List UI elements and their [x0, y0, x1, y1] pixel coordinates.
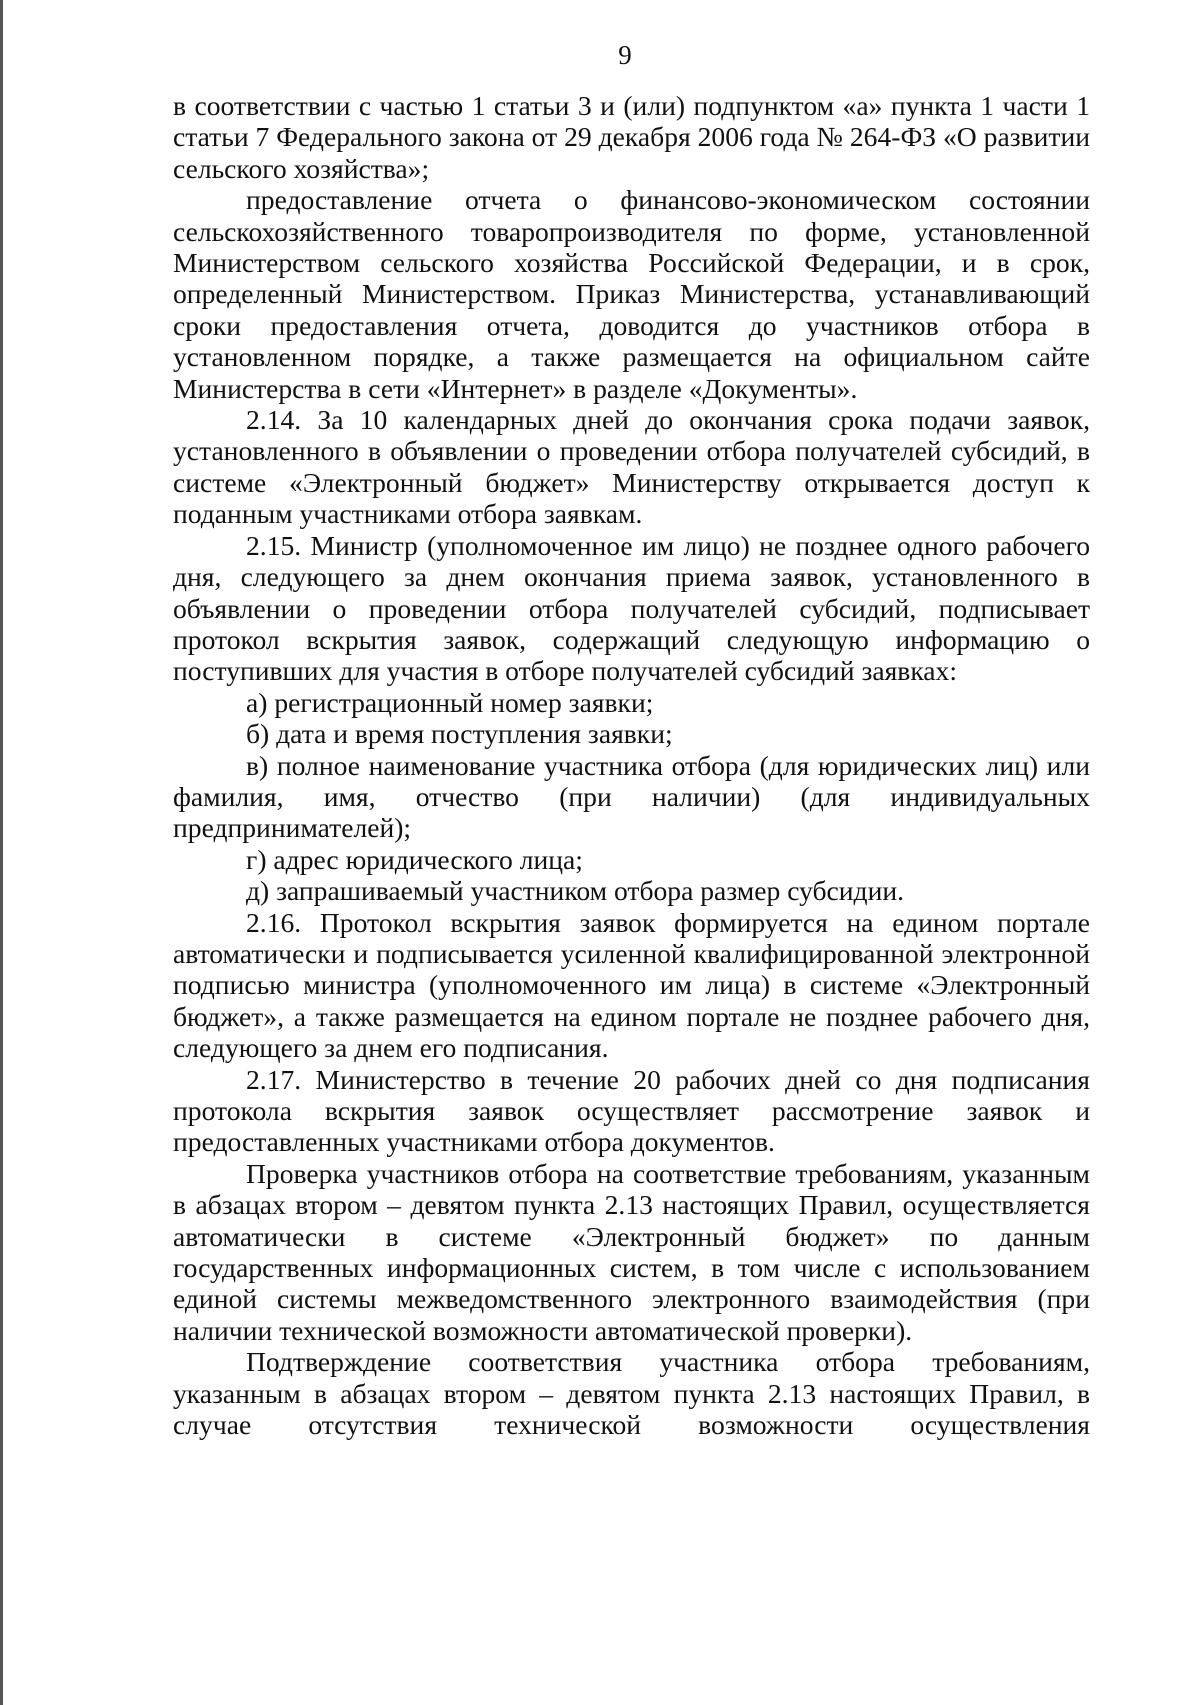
list-item-d: д) запрашиваемый участником отбора размер субсидии.: [246, 875, 905, 907]
list-item-v: в) полное наименование участника отбора (для юридических лиц) или фамилия, имя, отчество (при наличии) (для индивидуальных предпринимателей);: [173, 749, 1090, 844]
document-body: [173, 90, 1090, 1440]
page-number: 9: [618, 40, 632, 70]
paragraph-continuation: в соответствии с частью 1 статьи 3 и (или) подпунктом «а» пункта 1 части 1 статьи 7 Федерального закона от 29 декабря 2006 года № 264-ФЗ «О развитии сельского хозяйства»;: [173, 90, 1090, 184]
paragraph-2-16: 2.16. Протокол вскрытия заявок формируется на едином портале автоматически и подписывается усиленной квалифицированной электронной подписью министра (уполномоченного им лица) в системе «Электронный бюджет», а также размещается на едином портале не позднее рабочего дня, следующего за днем его подписания.: [173, 906, 1090, 1064]
list-item-a: а) регистрационный номер заявки;: [246, 686, 654, 718]
paragraph-2-17: 2.17. Министерство в течение 20 рабочих дней со дня подписания протокола вскрытия заявок осуществляет рассмотрение заявок и предоставленных участниками отбора документов.: [173, 1063, 1090, 1158]
paragraph-2-15: 2.15. Министр (уполномоченное им лицо) не позднее одного рабочего дня, следующего за днем окончания приема заявок, установленного в объявлении о проведении отбора получателей субсидий, подписывает протокол вскрытия заявок, содержащий следующую информацию о поступивших для участия в отборе получателей субсидий заявках:: [173, 529, 1090, 687]
scan-edge: [0, 0, 3, 1705]
paragraph-financial-report: предоставление отчета о финансово-экономическом состоянии сельскохозяйственного товаропроизводителя по форме, установленной Министерством сельского хозяйства Российской Федерации, и в срок, определенный Министерством. Приказ Министерства, устанавливающий сроки предоставления отчета, доводится до участников отбора в установленном порядке, а также размещается на официальном сайте Министерства в сети «Интернет» в разделе «Документы».: [173, 184, 1090, 404]
paragraph-2-14: 2.14. За 10 календарных дней до окончания срока подачи заявок, установленного в объявлении о проведении отбора получателей субсидий, в системе «Электронный бюджет» Министерству открывается доступ к поданным участниками отбора заявкам.: [173, 404, 1090, 530]
list-item-g: г) адрес юридического лица;: [246, 843, 583, 875]
paragraph-verification: Проверка участников отбора на соответствие требованиям, указанным в абзацах втором – девятом пункта 2.13 настоящих Правил, осуществляется автоматически в системе «Электронный бюджет» по данным государственных информационных систем, в том числе с использованием единой системы межведомственного электронного взаимодействия (при наличии технической возможности автоматической проверки).: [173, 1157, 1090, 1346]
list-item-b: б) дата и время поступления заявки;: [246, 718, 673, 750]
paragraph-confirmation: Подтверждение соответствия участника отбора требованиям, указанным в абзацах втором – девятом пункта 2.13 настоящих Правил, в случае отсутствия технической возможности осуществления: [173, 1346, 1090, 1441]
